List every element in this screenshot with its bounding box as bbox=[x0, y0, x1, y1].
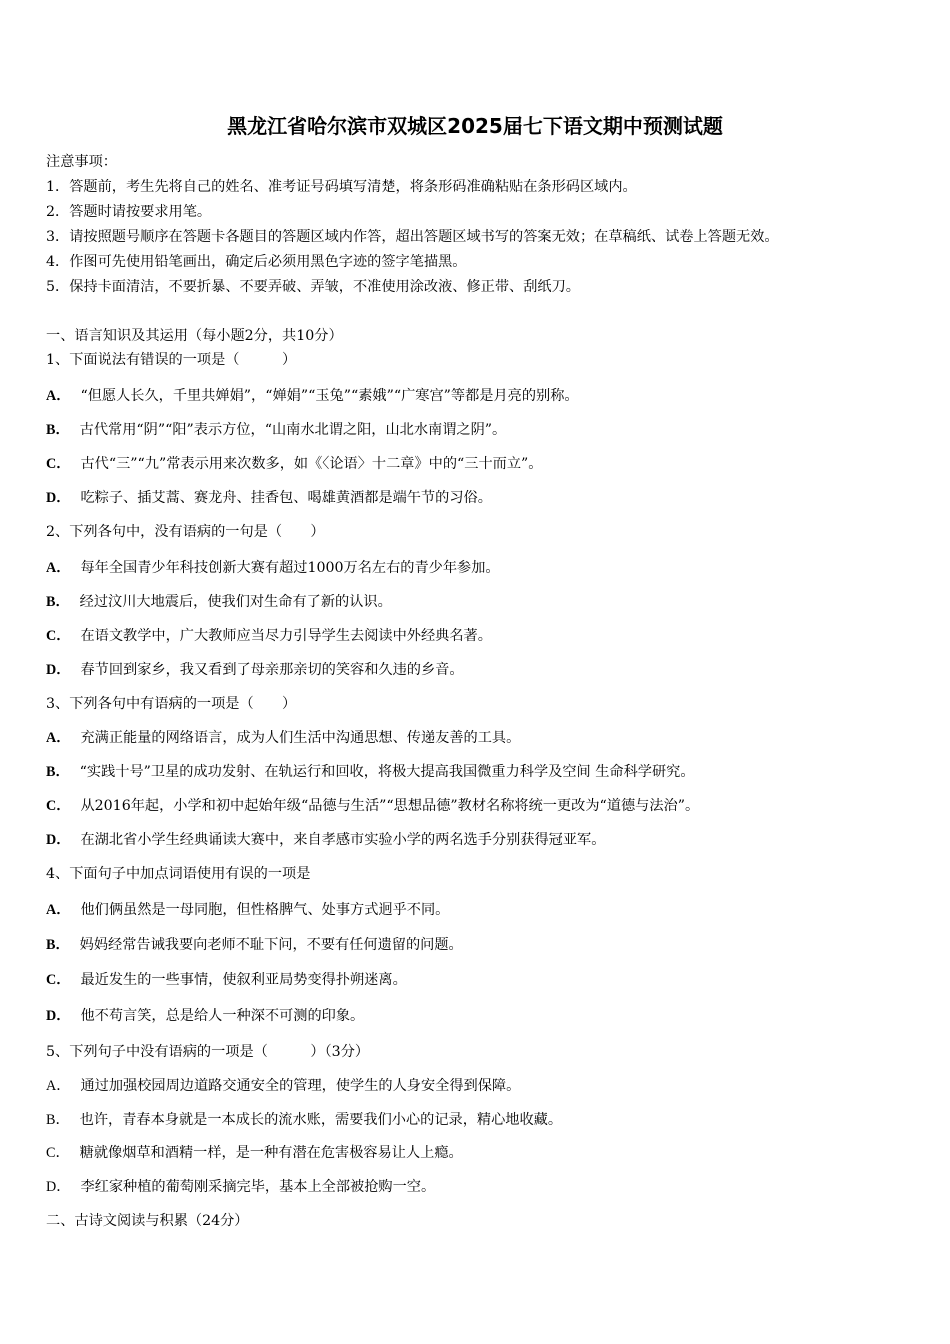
option-label: A． bbox=[46, 902, 71, 918]
question-3-option-b bbox=[46, 762, 695, 782]
option-text: 每年全国青少年科技创新大赛有超过1000万名左右的青少年参加。 bbox=[80, 560, 500, 576]
option-label: C． bbox=[46, 456, 71, 472]
question-5-option-d bbox=[46, 1177, 435, 1197]
notice-item-4: 4．作图可先使用铅笔画出，确定后必须用黑色字迹的签字笔描黑。 bbox=[46, 254, 467, 270]
option-label: D． bbox=[46, 1179, 71, 1195]
question-1-stem: 1、下面说法有错误的一项是（ ） bbox=[46, 352, 297, 368]
option-label: A． bbox=[46, 1078, 71, 1094]
question-4-option-b bbox=[46, 935, 463, 955]
question-3-option-a bbox=[46, 728, 520, 748]
option-text: 春节回到家乡，我又看到了母亲那亲切的笑容和久违的乡音。 bbox=[80, 662, 464, 678]
option-text: 吃粽子、插艾蒿、赛龙舟、挂香包、喝雄黄酒都是端午节的习俗。 bbox=[80, 490, 492, 506]
option-text: 李红家种植的葡萄刚采摘完毕，基本上全部被抢购一空。 bbox=[80, 1179, 436, 1195]
option-text: 他们俩虽然是一母同胞，但性格脾气、处事方式迥乎不同。 bbox=[80, 902, 450, 918]
option-label: A． bbox=[46, 730, 71, 746]
option-text: 古代常用“阴”“阳”表示方位，“山南水北谓之阳，山北水南谓之阴”。 bbox=[79, 422, 507, 438]
question-4-option-a bbox=[46, 900, 449, 920]
option-label: D． bbox=[46, 832, 71, 848]
option-label: C． bbox=[46, 972, 71, 988]
notice-item-1: 1．答题前，考生先将自己的姓名、准考证号码填写清楚，将条形码准确粘贴在条形码区域内。 bbox=[46, 179, 637, 195]
question-4-option-d bbox=[46, 1006, 364, 1026]
option-text: “但愿人长久，千里共婵娟”，“婵娟”“玉兔”“素娥”“广寒宫”等都是月亮的别称。 bbox=[80, 388, 579, 404]
option-text: 在语文教学中，广大教师应当尽力引导学生去阅读中外经典名著。 bbox=[80, 628, 492, 644]
question-1-option-a bbox=[46, 386, 579, 406]
question-2-option-a bbox=[46, 558, 500, 578]
option-text: 通过加强校园周边道路交通安全的管理，使学生的人身安全得到保障。 bbox=[80, 1078, 521, 1094]
option-text: 他不苟言笑，总是给人一种深不可测的印象。 bbox=[80, 1008, 365, 1024]
notice-heading: 注意事项： bbox=[46, 154, 117, 170]
question-2-stem: 2、下列各句中，没有语病的一句是（ ） bbox=[46, 524, 325, 540]
question-5-option-c bbox=[46, 1143, 463, 1163]
option-label: A． bbox=[46, 560, 71, 576]
question-5-option-b bbox=[46, 1110, 562, 1130]
question-2-option-d bbox=[46, 660, 464, 680]
question-5-stem: 5、下列句子中没有语病的一项是（ ）（3分） bbox=[46, 1044, 370, 1060]
question-2-option-b bbox=[46, 592, 392, 612]
notice-item-3: 3．请按照题号顺序在答题卡各题目的答题区域内作答，超出答题区域书写的答案无效；在草稿纸、试卷上答题无效。 bbox=[46, 229, 779, 245]
question-5-option-a bbox=[46, 1076, 520, 1096]
option-text: 在湖北省小学生经典诵读大赛中，来自孝感市实验小学的两名选手分别获得冠亚军。 bbox=[80, 832, 606, 848]
question-3-option-d bbox=[46, 830, 605, 850]
option-text: “实践十号”卫星的成功发射、在轨运行和回收，将极大提高我国微重力科学及空间 生命科学研究。 bbox=[79, 764, 695, 780]
question-1-option-b bbox=[46, 420, 506, 440]
option-text: 经过汶川大地震后，使我们对生命有了新的认识。 bbox=[79, 594, 392, 610]
option-label: D． bbox=[46, 490, 71, 506]
question-4-option-c bbox=[46, 970, 407, 990]
option-label: D． bbox=[46, 662, 71, 678]
option-label: A． bbox=[46, 388, 71, 404]
question-4-stem: 4、下面句子中加点词语使用有误的一项是 bbox=[46, 866, 311, 882]
option-label: C． bbox=[46, 798, 71, 814]
option-text: 充满正能量的网络语言，成为人们生活中沟通思想、传递友善的工具。 bbox=[80, 730, 521, 746]
option-label: C． bbox=[46, 1145, 70, 1161]
option-text: 也许，青春本身就是一本成长的流水账，需要我们小心的记录，精心地收藏。 bbox=[79, 1112, 563, 1128]
option-text: 最近发生的一些事情，使叙利亚局势变得扑朔迷离。 bbox=[80, 972, 407, 988]
option-label: B． bbox=[46, 1112, 70, 1128]
option-text: 古代“三”“九”常表示用来次数多，如《〈论语〉十二章》中的“三十而立”。 bbox=[80, 456, 543, 472]
option-label: B． bbox=[46, 937, 70, 953]
section-2-heading: 二、古诗文阅读与积累（24分） bbox=[46, 1213, 249, 1229]
option-label: B． bbox=[46, 594, 70, 610]
option-text: 妈妈经常告诫我要向老师不耻下问，不要有任何遗留的问题。 bbox=[79, 937, 463, 953]
option-text: 从2016年起，小学和初中起始年级“品德与生活”“思想品德”教材名称将统一更改为“道德与法治”。 bbox=[80, 798, 700, 814]
notice-item-2: 2．答题时请按要求用笔。 bbox=[46, 204, 212, 220]
section-1-heading: 一、语言知识及其运用（每小题2分，共10分） bbox=[46, 328, 343, 344]
question-1-option-c bbox=[46, 454, 542, 474]
question-3-stem: 3、下列各句中有语病的一项是（ ） bbox=[46, 696, 297, 712]
question-2-option-c bbox=[46, 626, 492, 646]
option-label: C． bbox=[46, 628, 71, 644]
option-label: B． bbox=[46, 422, 70, 438]
page-title: 黑龙江省哈尔滨市双城区2025届七下语文期中预测试题 bbox=[227, 114, 723, 138]
option-text: 糖就像烟草和酒精一样，是一种有潜在危害极容易让人上瘾。 bbox=[79, 1145, 463, 1161]
question-3-option-c bbox=[46, 796, 699, 816]
option-label: B． bbox=[46, 764, 70, 780]
question-1-option-d bbox=[46, 488, 492, 508]
notice-item-5: 5．保持卡面清洁，不要折暴、不要弄破、弄皱，不准使用涂改液、修正带、刮纸刀。 bbox=[46, 279, 580, 295]
option-label: D． bbox=[46, 1008, 71, 1024]
